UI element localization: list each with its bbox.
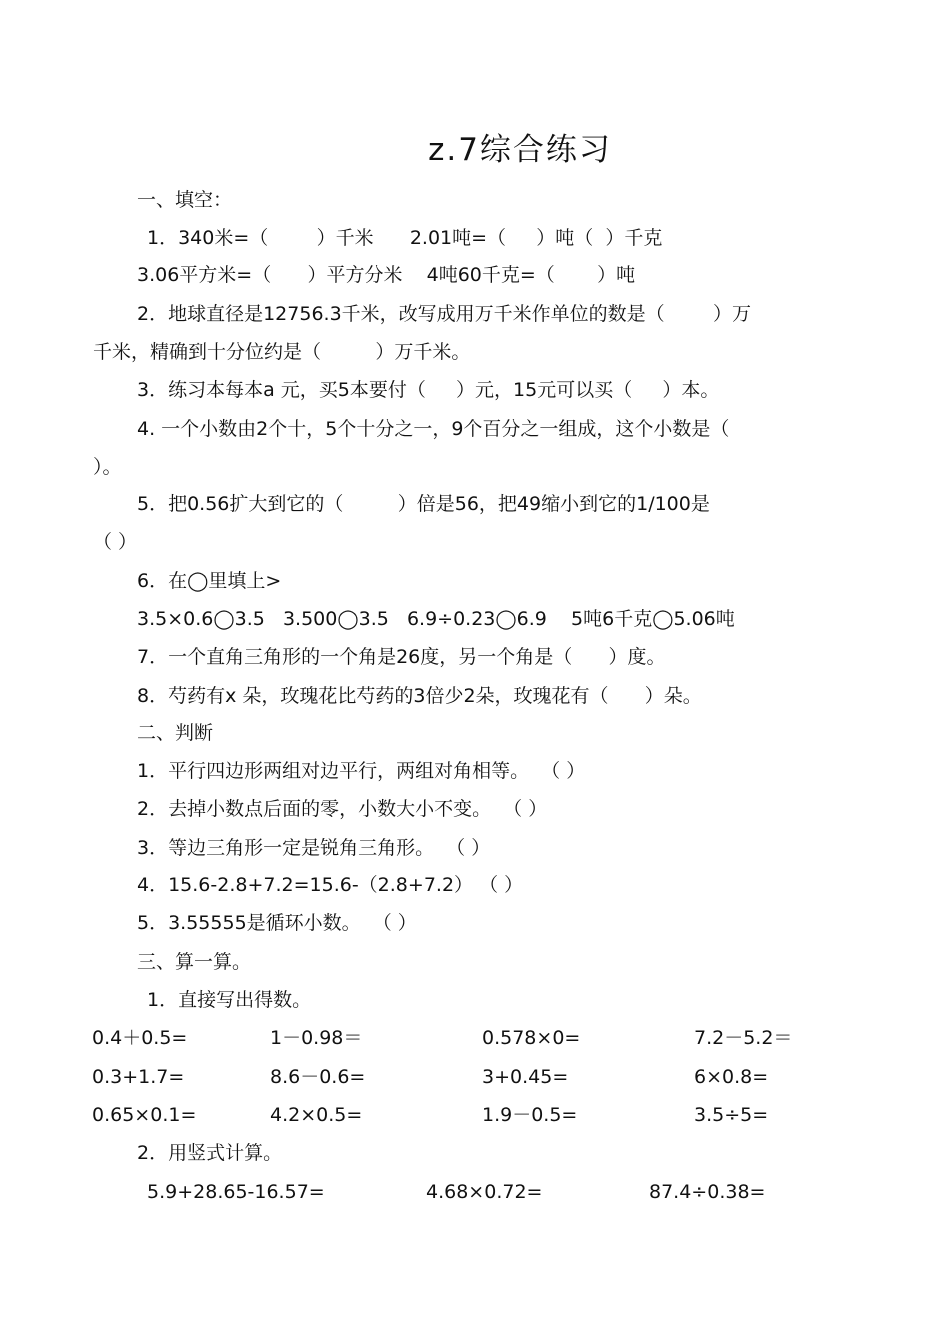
question-6-line-2: 3.5×0.6◯3.5 3.500◯3.5 6.9÷0.23◯6.9 5吨6千克◯5.06吨 bbox=[137, 608, 735, 630]
question-8: 8．芍药有x 朵，玫瑰花比芍药的3倍少2朵，玫瑰花有（ ）朵。 bbox=[137, 685, 702, 707]
question-2-line-1: 2．地球直径是12756.3千米，改写成用万千米作单位的数是（ ）万 bbox=[137, 303, 751, 325]
subsection-vertical-calc: 2．用竖式计算。 bbox=[137, 1142, 283, 1164]
judgement-item-4: 4．15.6-2.8+7.2=15.6-（2.8+7.2） （ ） bbox=[137, 874, 524, 896]
calc-cell: 0.65×0.1= bbox=[92, 1104, 197, 1126]
question-1-line-1: 1．340米=（ ）千米 2.01吨=（ ）吨（ ）千克 bbox=[147, 227, 663, 249]
vertical-calc-item: 4.68×0.72= bbox=[426, 1181, 543, 1203]
question-2-line-2: 千米，精确到十分位约是（ ）万千米。 bbox=[93, 341, 471, 363]
judgement-item-3: 3．等边三角形一定是锐角三角形。 （ ） bbox=[137, 837, 491, 859]
judgement-item-5: 5．3.55555是循环小数。 （ ） bbox=[137, 912, 417, 934]
question-1-line-2: 3.06平方米=（ ）平方分米 4吨60千克=（ ）吨 bbox=[137, 264, 636, 286]
section-heading-fill-blank: 一、填空： bbox=[137, 189, 233, 211]
question-4-line-2: ）。 bbox=[93, 456, 122, 478]
calc-cell: 0.578×0= bbox=[482, 1027, 581, 1049]
calc-cell: 0.4＋0.5= bbox=[92, 1027, 188, 1049]
subsection-direct-answers: 1．直接写出得数。 bbox=[147, 989, 312, 1011]
calc-cell: 7.2－5.2＝ bbox=[694, 1027, 793, 1049]
judgement-item-2: 2．去掉小数点后面的零，小数大小不变。 （ ） bbox=[137, 798, 548, 820]
page-title: z.7综合练习 bbox=[428, 132, 612, 168]
judgement-item-1: 1．平行四边形两组对边平行，两组对角相等。 （ ） bbox=[137, 760, 586, 782]
calc-cell: 8.6－0.6= bbox=[270, 1066, 366, 1088]
question-6: 6．在◯里填上> bbox=[137, 570, 282, 592]
question-7: 7．一个直角三角形的一个角是26度，另一个角是（ ）度。 bbox=[137, 646, 666, 668]
calc-cell: 3.5÷5= bbox=[694, 1104, 769, 1126]
question-5-line-2: （ ） bbox=[93, 531, 138, 553]
vertical-calc-item: 87.4÷0.38= bbox=[649, 1181, 766, 1203]
calc-cell: 1.9－0.5= bbox=[482, 1104, 578, 1126]
section-heading-judgement: 二、判断 bbox=[137, 722, 214, 744]
calc-cell: 3+0.45= bbox=[482, 1066, 569, 1088]
question-5-line-1: 5．把0.56扩大到它的（ ）倍是56，把49缩小到它的1/100是 bbox=[137, 493, 710, 515]
calc-cell: 4.2×0.5= bbox=[270, 1104, 363, 1126]
vertical-calc-item: 5.9+28.65-16.57= bbox=[147, 1181, 325, 1203]
section-heading-calculate: 三、算一算。 bbox=[137, 951, 252, 973]
calc-cell: 1－0.98＝ bbox=[270, 1027, 363, 1049]
question-4-line-1: 4. 一个小数由2个十，5个十分之一，9个百分之一组成，这个小数是（ bbox=[137, 418, 730, 440]
question-3: 3．练习本每本a 元，买5本要付（ ）元，15元可以买（ ）本。 bbox=[137, 379, 720, 401]
calc-cell: 6×0.8= bbox=[694, 1066, 769, 1088]
calc-cell: 0.3+1.7= bbox=[92, 1066, 185, 1088]
